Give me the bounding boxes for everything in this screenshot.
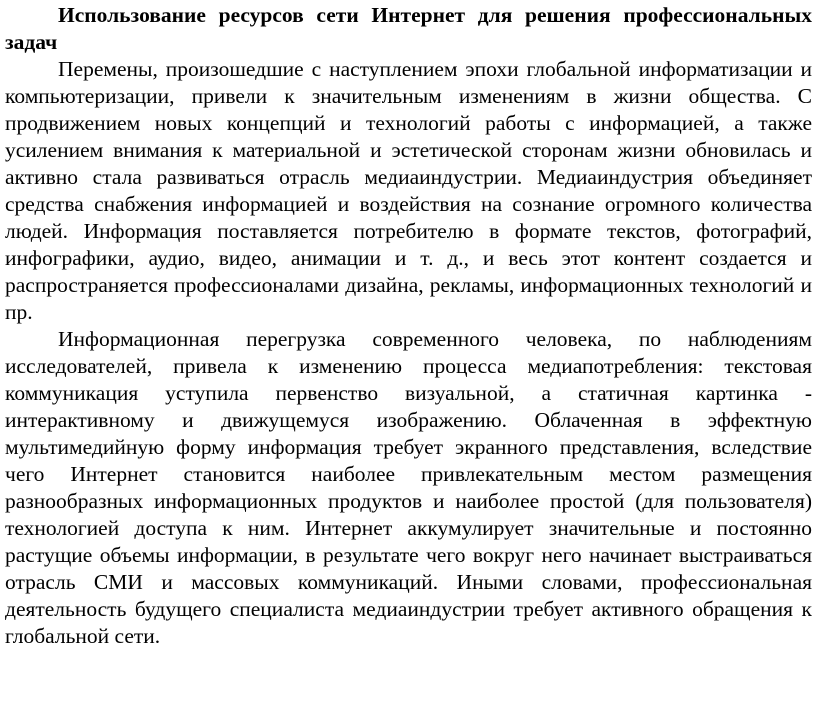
document-title: Использование ресурсов сети Интернет для решения профессиональных задач (5, 3, 812, 54)
paragraph-1: Перемены, произошедшие с наступлением эпохи глобальной информатизации и компьютеризации, привели к значительным изменениям в жизни общества. С продвижением новых концепций и технологий работы с информацией, а также усилением внимания к материальной и эстетической сторонам жизни обновилась и активно стала развиваться отрасль медиаиндустрии. Медиаиндустрия объединяет средства снабжения информацией и воздействия на сознание огромного количества людей. Информация поставляется потребителю в формате текстов, фотографий, инфографики, аудио, видео, анимации и т. д., и весь этот контент создается и распространяется профессионалами дизайна, рекламы, информационных технологий и пр. (5, 57, 812, 324)
paragraph-2: Информационная перегрузка современного человека, по наблюдениям исследователей, привела к изменению процесса медиапотребления: текстовая коммуникация уступила первенство визуальной, а статичная картинка - интерактивному и движущемуся изображению. Облаченная в эффектную мультимедийную форму информация требует экранного представления, вследствие чего Интернет становится наиболее привлекательным местом размещения разнообразных информационных продуктов и наиболее простой (для пользователя) технологией доступа к ним. Интернет аккумулирует значительные и постоянно растущие объемы информации, в результате чего вокруг него начинает выстраиваться отрасль СМИ и массовых коммуникаций. Иными словами, профессиональная деятельность будущего специалиста медиаиндустрии требует активного обращения к глобальной сети. (5, 327, 812, 648)
